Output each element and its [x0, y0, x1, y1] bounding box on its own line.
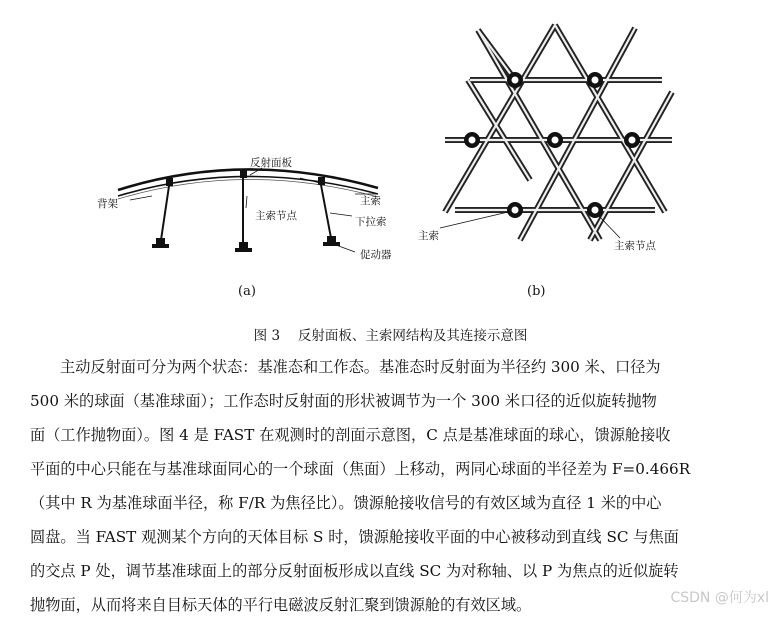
- actuator-right: [323, 236, 340, 246]
- paragraph-line: （其中 R 为基准球面半径，称 F/R 为焦径比）。馈源舱接收信号的有效区域为直径 1 米的中心: [30, 494, 662, 512]
- figure-caption: 图 3 反射面板、主索网结构及其连接示意图: [253, 328, 528, 344]
- panel-label-a: (a): [238, 284, 256, 299]
- node-left: [166, 178, 173, 186]
- paragraph-line: 的交点 P 处，调节基准球面上的部分反射面板形成以直线 SC 为对称轴、以 P 为焦点的近似旋转: [30, 562, 679, 580]
- paragraph-line: 圆盘。当 FAST 观测某个方向的天体目标 S 时，馈源舱接收平面的中心被移动到直线 SC 与焦面: [30, 528, 679, 546]
- actuator-left: [152, 238, 169, 248]
- label-main-cable-b: 主索: [418, 230, 439, 242]
- paragraph-line: 平面的中心只能在与基准球面同心的一个球面（焦面）上移动，两同心球面的半径差为 F=0.466R: [30, 460, 691, 478]
- body-paragraph: [30, 350, 772, 622]
- node-center: [240, 170, 247, 178]
- down-cable-left: [161, 186, 169, 240]
- actuator-center: [235, 242, 252, 252]
- figure-3: [0, 0, 781, 300]
- label-main-cable-a: 主索: [360, 195, 381, 207]
- label-node-b: 主索节点: [614, 240, 656, 252]
- paragraph-line: 抛物面，从而将来自目标天体的平行电磁波反射汇聚到馈源舱的有效区域。: [30, 596, 532, 614]
- label-reflector-panel: 反射面板: [250, 157, 292, 169]
- label-backframe: 背架: [97, 198, 118, 210]
- label-down-cable: 下拉索: [355, 216, 387, 228]
- panel-label-b: (b): [527, 284, 546, 299]
- figure-b-net: [445, 25, 672, 240]
- paragraph-line: 主动反射面可分为两个状态：基准态和工作态。基准态时反射面为半径约 300 米、口径为: [60, 358, 661, 376]
- csdn-watermark: CSDN @何为xl: [670, 590, 769, 606]
- node-right: [318, 177, 325, 185]
- paragraph-line: 面（工作抛物面）。图 4 是 FAST 在观测时的剖面示意图，C 点是基准球面的球心，馈源舱接收: [30, 426, 671, 444]
- down-cable-right: [321, 185, 331, 238]
- label-actuator: 促动器: [360, 249, 392, 261]
- paragraph-line: 500 米的球面（基准球面）；工作态时反射面的形状被调节为一个 300 米口径的近似旋转抛物: [30, 392, 657, 410]
- label-node-a: 主索节点: [255, 210, 297, 222]
